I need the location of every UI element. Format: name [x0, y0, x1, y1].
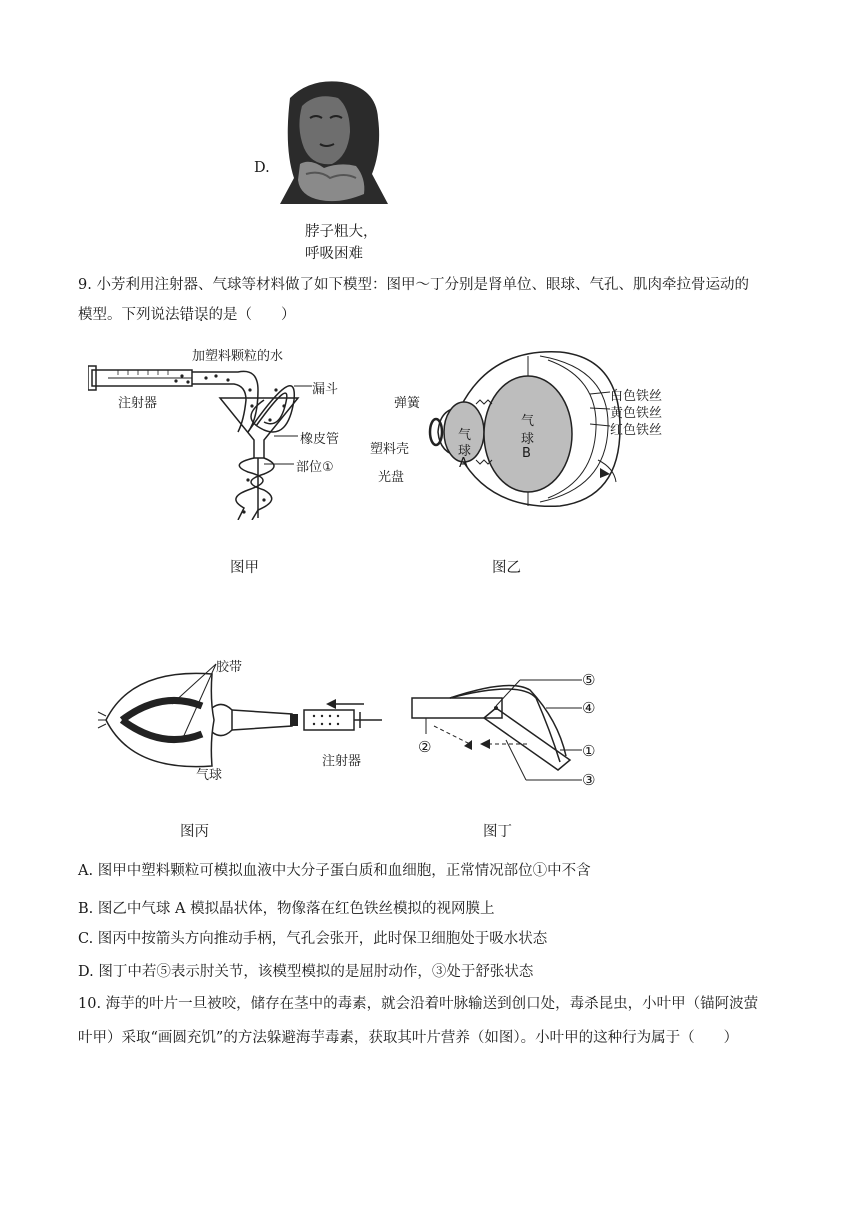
yi-leader-lines [590, 390, 612, 430]
ding-label-5: ⑤ [582, 671, 596, 689]
jia-label-water: 加塑料颗粒的水 [192, 349, 284, 364]
yi-disc [430, 419, 442, 445]
jia-label-syringe: 注射器 [118, 396, 158, 411]
yi-label-red: 红色铁丝 [610, 423, 663, 438]
ding-label-4: ④ [582, 699, 596, 717]
yi-balloon-a-text2: 球 [458, 444, 472, 459]
q9-option-d: D. 图丁中若⑤表示肘关节，该模型模拟的是屈肘动作，③处于舒张状态 [78, 964, 534, 980]
option-d-caption-line2: 呼吸困难 [305, 246, 363, 262]
bing-syringe [304, 710, 354, 730]
bing-caption: 图丙 [180, 824, 209, 840]
option-d-caption-line1: 脖子粗大， [305, 224, 378, 240]
yi-label-shell: 塑料壳 [370, 442, 410, 457]
jia-caption: 图甲 [230, 560, 259, 576]
yi-label-disc: 光盘 [378, 470, 405, 485]
ding-label-3: ③ [582, 771, 596, 789]
q9-stem-emph1: 错 [179, 307, 194, 323]
bing-label-tape: 胶带 [216, 660, 243, 675]
jia-label-part: 部位① [296, 460, 334, 475]
yi-label-white: 白色铁丝 [610, 389, 663, 404]
bing-arrow-icon [326, 696, 366, 710]
q9-option-b: B. 图乙中气球 A 模拟晶状体，物像落在红色铁丝模拟的视网膜上 [78, 901, 495, 917]
q9-stem-line1: 9. 小芳利用注射器、气球等材料做了如下模型：图甲～丁分别是肾单位、眼球、气孔、肌肉牵拉骨运动的 [78, 277, 749, 293]
yi-label-yellow: 黄色铁丝 [610, 406, 663, 421]
yi-balloon-a-text1: 气 [458, 428, 472, 443]
q9-stem-after: 的是（ ） [208, 307, 296, 323]
yi-caption: 图乙 [492, 560, 521, 576]
yi-balloon-b-text1: 气 [521, 414, 535, 429]
yi-balloon-b-text2: 球 [521, 432, 535, 447]
portrait-image [280, 78, 388, 204]
q10-line1: 10. 海芋的叶片一旦被咬，储存在茎中的毒素，就会沿着叶脉输送到创口处，毒杀昆虫，小叶甲（锚阿波萤 [78, 996, 759, 1012]
yi-balloon-b-text3: B [522, 446, 531, 461]
jia-tube [192, 371, 258, 432]
yi-label-spring: 弹簧 [394, 396, 421, 411]
q9-option-c: C. 图丙中按箭头方向推动手柄，气孔会张开，此时保卫细胞处于吸水状态 [78, 931, 548, 947]
ding-label-1: ① [582, 742, 596, 760]
portrait-illustration [280, 78, 388, 204]
q9-stem-before: 模型。下列说法 [78, 307, 180, 323]
figure-ding [410, 670, 600, 790]
jia-label-funnel: 漏斗 [312, 382, 339, 397]
bing-label-syringe: 注射器 [322, 754, 362, 769]
yi-balloon-a-text3: A [459, 456, 468, 471]
bing-label-balloon: 气球 [196, 768, 223, 783]
q9-option-a: A. 图甲中塑料颗粒可模拟血液中大分子蛋白质和血细胞，正常情况部位①中不含 [78, 863, 591, 879]
ding-caption: 图丁 [483, 824, 512, 840]
figure-bing [92, 660, 382, 790]
q10-line2: 叶甲）采取“画圆充饥”的方法躲避海芋毒素，获取其叶片营养（如图）。小叶甲的这种行为属于（ ） [78, 1030, 739, 1046]
q9-stem-emph2: 误 [194, 307, 209, 323]
jia-label-tube: 橡皮管 [300, 432, 340, 447]
q9-stem-line2 [78, 301, 296, 329]
option-d-letter: D. [254, 160, 270, 176]
ding-label-2: ② [418, 738, 432, 756]
